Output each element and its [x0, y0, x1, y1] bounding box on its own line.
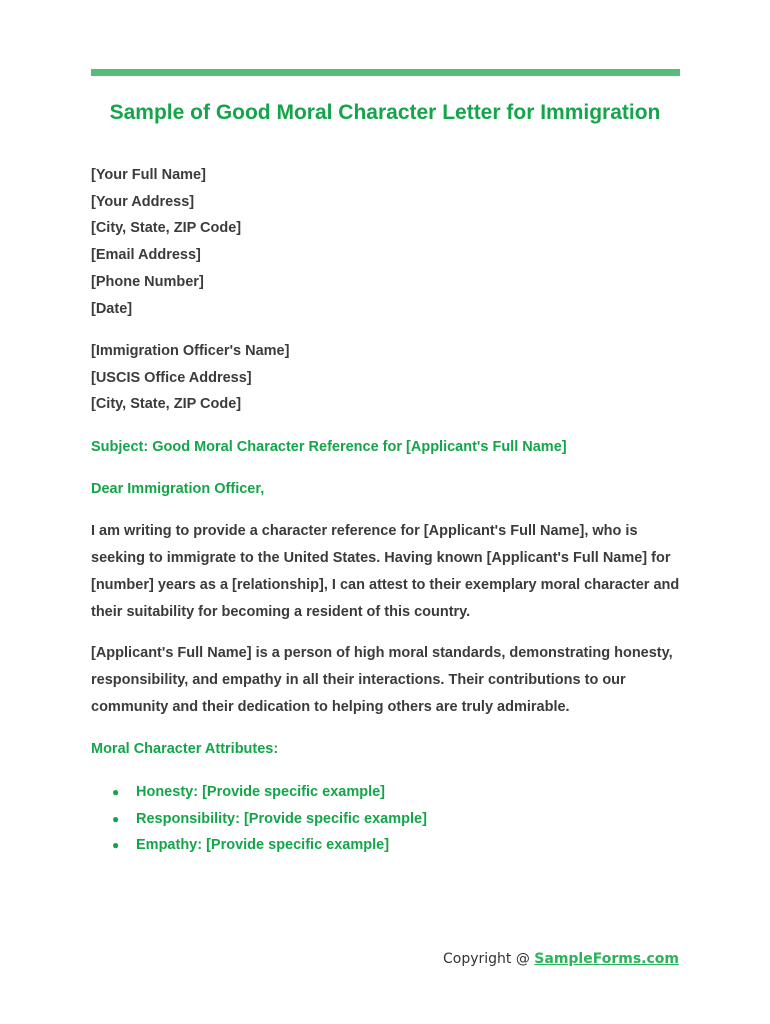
subject-line: Subject: Good Moral Character Reference for [Applicant's Full Name]	[91, 439, 567, 455]
copyright-prefix: Copyright @	[442, 951, 535, 967]
sender-address-block	[91, 162, 681, 322]
header-accent-bar	[91, 69, 680, 76]
list-item	[91, 832, 681, 859]
document-title: Sample of Good Moral Character Letter for Immigration	[109, 101, 661, 124]
recipient-name: [Immigration Officer's Name]	[91, 343, 290, 359]
body-paragraph: I am writing to provide a character reference for [Applicant's Full Name], who is seeking to immigrate to the United States. Having known [Applicant's Full Name] for [number] years as a [relationship], I can attest to their exemplary moral character and their suitability for becoming a resident of this country.	[91, 523, 680, 620]
sender-name: [Your Full Name]	[91, 167, 206, 183]
attribute-honesty: Honesty: [Provide specific example]	[136, 784, 385, 800]
sender-city-state-zip: [City, State, ZIP Code]	[91, 220, 242, 237]
body-paragraph: [Applicant's Full Name] is a person of high moral standards, demonstrating honesty, responsibility, and empathy in all their interactions. Their contributions to our community and their dedication to helping others are truly admirable.	[91, 645, 673, 715]
attributes-heading: Moral Character Attributes:	[91, 741, 279, 757]
attribute-empathy: Empathy: [Provide specific example]	[136, 837, 390, 854]
letter-date: [Date]	[91, 300, 133, 317]
recipient-office-address: [USCIS Office Address]	[91, 369, 252, 386]
sender-address: [Your Address]	[91, 193, 195, 210]
list-item	[91, 779, 681, 806]
salutation: Dear Immigration Officer,	[91, 481, 265, 497]
attributes-list	[91, 779, 681, 859]
sender-phone: [Phone Number]	[91, 273, 204, 290]
list-item	[91, 806, 681, 833]
bullet-icon: ●	[112, 811, 120, 826]
bullet-icon: ●	[112, 838, 120, 853]
copyright-footer	[443, 951, 679, 967]
bullet-icon: ●	[112, 785, 120, 799]
attribute-responsibility: Responsibility: [Provide specific example]	[136, 810, 427, 827]
recipient-city-state-zip: [City, State, ZIP Code]	[91, 396, 242, 413]
brand-link[interactable]: SampleForms.com	[534, 951, 679, 967]
recipient-address-block	[91, 338, 681, 418]
sender-email: [Email Address]	[91, 247, 201, 264]
